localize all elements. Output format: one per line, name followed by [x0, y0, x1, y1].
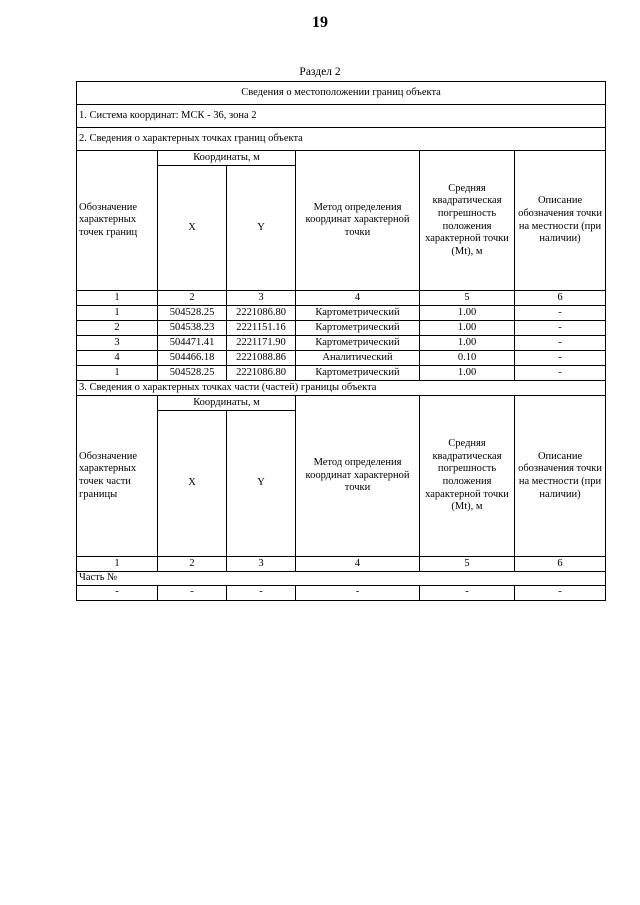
section-title: Раздел 2 — [299, 66, 341, 78]
header-y: Y — [227, 166, 296, 291]
point-mt: 1.00 — [420, 306, 515, 321]
header-method: Метод определения координат характерной точки — [296, 151, 420, 291]
point-id: 1 — [77, 366, 158, 381]
header-description: Описание обозначения точки на местности (при наличии) — [515, 151, 606, 291]
point-desc: - — [515, 351, 606, 366]
point-id: 4 — [77, 351, 158, 366]
column-number: 2 — [158, 557, 227, 572]
point-desc: - — [515, 366, 606, 381]
point-id: 3 — [77, 336, 158, 351]
header-coords: Координаты, м — [158, 151, 296, 166]
header-accuracy: Средняя квадратическая погрешность положения характерной точки (Mt), м — [420, 151, 515, 291]
column-number: 5 — [420, 557, 515, 572]
page-number: 19 — [312, 14, 328, 31]
header-designation: Обозначение характерных точек границ — [77, 151, 158, 291]
header-accuracy: Средняя квадратическая погрешность положения характерной точки (Mt), м — [420, 396, 515, 557]
point-x: 504528.25 — [158, 366, 227, 381]
point-x: 504528.25 — [158, 306, 227, 321]
column-numbers-row — [77, 557, 606, 572]
table-row — [77, 585, 606, 600]
header-description: Описание обозначения точки на местности (при наличии) — [515, 396, 606, 557]
header-y: Y — [227, 411, 296, 557]
part-cell: - — [296, 585, 420, 600]
column-number: 2 — [158, 291, 227, 306]
column-number: 5 — [420, 291, 515, 306]
point-y: 2221171.90 — [227, 336, 296, 351]
point-y: 2221086.80 — [227, 366, 296, 381]
point-mt: 0.10 — [420, 351, 515, 366]
table-row — [77, 321, 606, 336]
column-number: 3 — [227, 291, 296, 306]
point-method: Аналитический — [296, 351, 420, 366]
table-row — [77, 366, 606, 381]
part-cell: - — [227, 585, 296, 600]
column-number: 1 — [77, 557, 158, 572]
column-number: 3 — [227, 557, 296, 572]
column-number: 6 — [515, 557, 606, 572]
part-cell: - — [158, 585, 227, 600]
table-title: Сведения о местоположении границ объекта — [77, 82, 606, 105]
point-id: 2 — [77, 321, 158, 336]
part-cell: - — [77, 585, 158, 600]
point-method: Картометрический — [296, 336, 420, 351]
point-y: 2221086.80 — [227, 306, 296, 321]
point-desc: - — [515, 321, 606, 336]
column-number: 4 — [296, 291, 420, 306]
part-cell: - — [420, 585, 515, 600]
point-method: Картометрический — [296, 366, 420, 381]
point-desc: - — [515, 306, 606, 321]
header-x: X — [158, 411, 227, 557]
column-numbers-row — [77, 291, 606, 306]
part-cell: - — [515, 585, 606, 600]
section2-title: 2. Сведения о характерных точках границ объекта — [77, 128, 606, 151]
table-row — [77, 336, 606, 351]
point-y: 2221088.86 — [227, 351, 296, 366]
header-designation-part: Обозначение характерных точек части границы — [77, 396, 158, 557]
section3-title: 3. Сведения о характерных точках части (частей) границы объекта — [77, 381, 606, 396]
point-mt: 1.00 — [420, 366, 515, 381]
table-row — [77, 306, 606, 321]
point-mt: 1.00 — [420, 321, 515, 336]
header-coords: Координаты, м — [158, 396, 296, 411]
header-method: Метод определения координат характерной точки — [296, 396, 420, 557]
point-x: 504466.18 — [158, 351, 227, 366]
point-id: 1 — [77, 306, 158, 321]
part-label: Часть № — [77, 572, 606, 586]
point-method: Картометрический — [296, 306, 420, 321]
boundary-table — [76, 81, 606, 601]
column-number: 6 — [515, 291, 606, 306]
point-y: 2221151.16 — [227, 321, 296, 336]
point-method: Картометрический — [296, 321, 420, 336]
table-row — [77, 351, 606, 366]
column-number: 1 — [77, 291, 158, 306]
column-number: 4 — [296, 557, 420, 572]
point-mt: 1.00 — [420, 336, 515, 351]
point-desc: - — [515, 336, 606, 351]
coord-system: 1. Система координат: МСК - 36, зона 2 — [77, 105, 606, 128]
header-x: X — [158, 166, 227, 291]
point-x: 504538.23 — [158, 321, 227, 336]
point-x: 504471.41 — [158, 336, 227, 351]
